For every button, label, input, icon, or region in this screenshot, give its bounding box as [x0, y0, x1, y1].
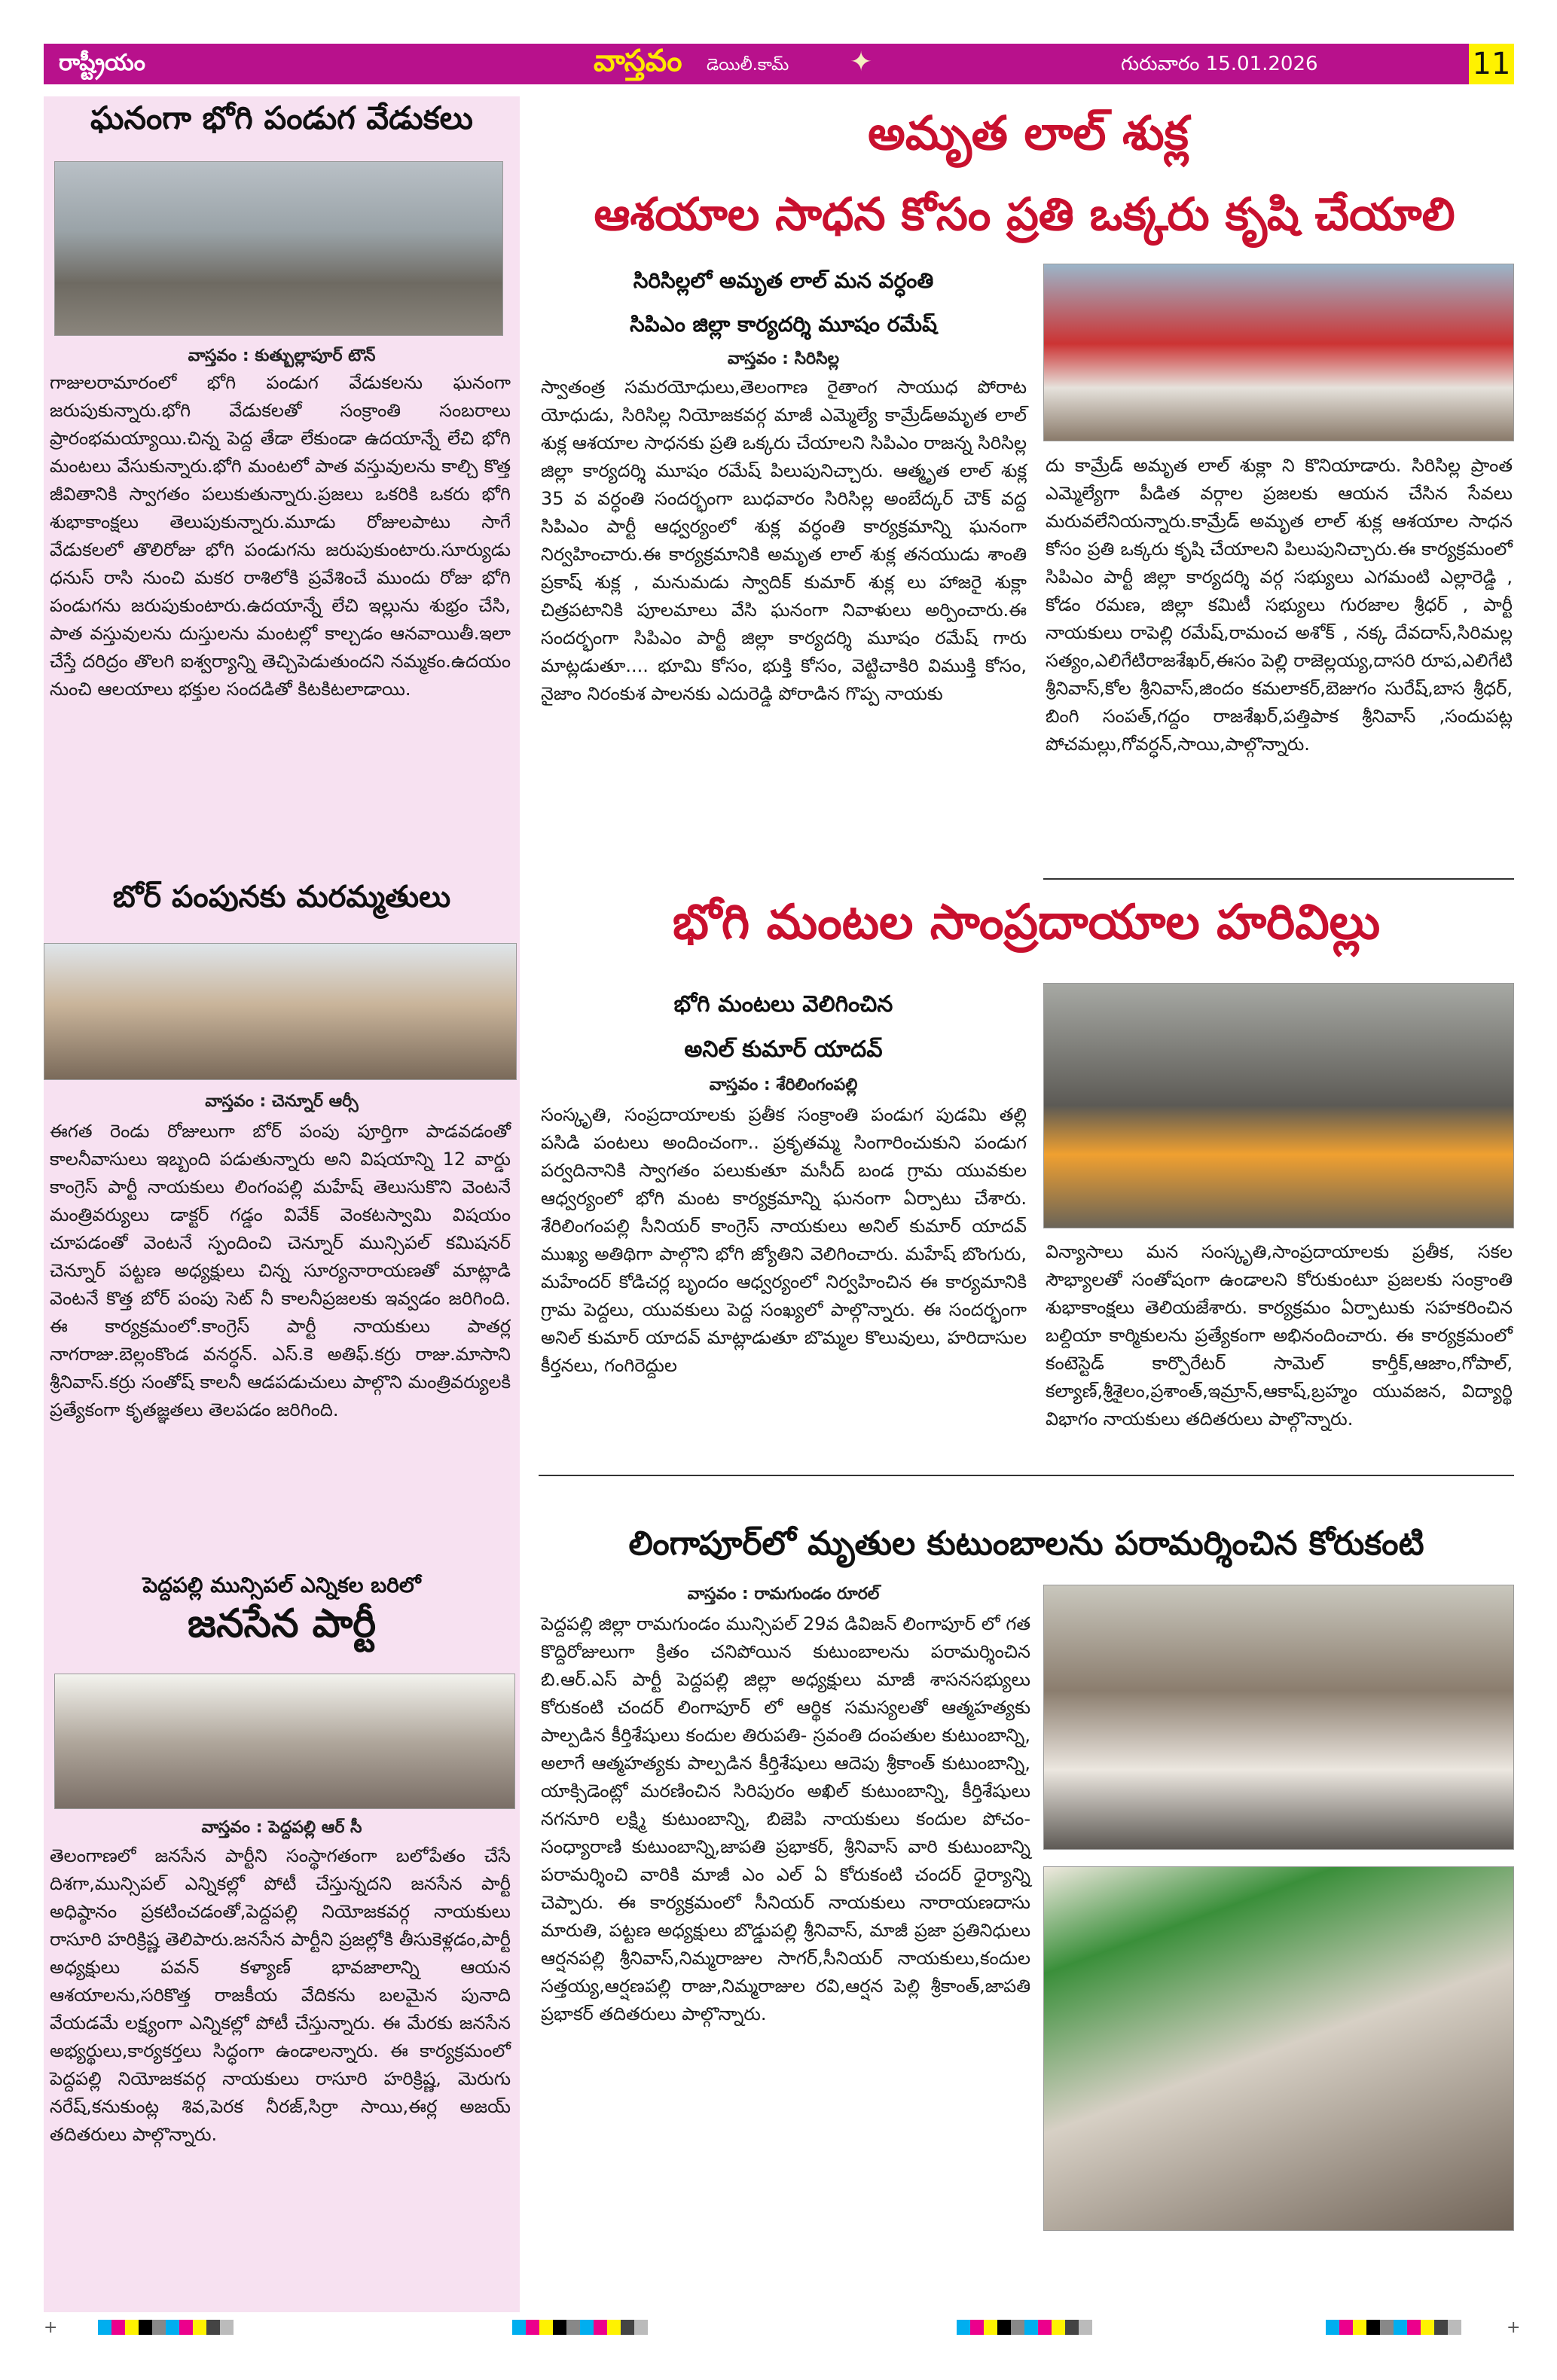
- subhead: సిపిఎం జిల్లా కార్యదర్శి మూషం రమేష్: [630, 312, 937, 337]
- photo-bhogi-bonfire: [1043, 983, 1514, 1228]
- article-body: పెద్దపల్లి జిల్లా రామగుండం మున్సిపల్ 29వ డివిజన్ లింగాపూర్ లో గత కొద్దిరోజులుగా క్రితం చనిపోయిన కుటుంబాలను పరామర్శించిన బి.ఆర్.ఎస్ పార్టీ పెద్దపల్లి జిల్లా అధ్యక్షులు మాజీ శాసనసభ్యులు కోరుకంటి చందర్ లింగాపూర్ లో ఆర్థిక సమస్యలతో ఆత్మహత్యకు పాల్పడిన కీర్తిశేషులు కందుల తిరుపతి- స్రవంతి దంపతుల కుటుంబాన్ని, అలాగే ఆత్మహత్యకు పాల్పడిన కీర్తిశేషులు ఆదెపు శ్రీకాంత్ కుటుంబాన్ని, యాక్సిడెంట్లో మరణించిన సిరిపురం అఖిల్ కుటుంబాన్ని, కీర్తిశేషులు నగనూరి లక్ష్మి కుటుంబాన్ని, బిజెపి నాయకులు కందుల పోచం- సంధ్యారాణి కుటుంబాన్ని,జాపతి ప్రభాకర్, శ్రీనివాస్ వారి కుటుంబాన్ని పరామర్శించి వారికి మాజీ ఎం ఎల్ ఏ కోరుకంటి చందర్ ధైర్యాన్ని చెప్పారు. ఈ కార్యక్రమంలో సీనియర్ నాయకులు నారాయణదాసు మారుతి, పట్టణ అధ్యక్షులు బొడ్డుపల్లి శ్రీనివాస్, మాజీ ప్రజా ప్రతినిధులు ఆర్షనపల్లి శ్రీనివాస్,నిమ్మరాజుల సాగర్,సీనియర్ నాయకులు,కందుల సత్తయ్య,ఆర్షణపల్లి రాజు,నిమ్మరాజుల రవి,ఆర్షన పెల్లి శ్రీకాంత్,జాపతి ప్రభాకర్ తదితరులు పాల్గొన్నారు.: [541, 1613, 1030, 2025]
- registration-mark-icon: +: [44, 2318, 58, 2337]
- photo-family-visit-1: [1043, 1585, 1514, 1850]
- photo-colony-residents: [44, 943, 517, 1080]
- article-body: దు కామ్రేడ్ అమృత లాల్ శుక్లా ని కొనియాడారు. సిరిసిల్ల ప్రాంత ఎమ్మెల్యేగా పీడిత వర్గాల ప్రజలకు ఆయన చేసిన సేవలు మరువలేనియన్నారు.కామ్రేడ్ అమృత లాల్ శుక్ల ఆశయాల సాధన కోసం ప్రతి ఒక్కరు కృషి చేయాలని పిలుపునిచ్చారు.ఈ కార్యక్రమంలో సిపిఎం పార్టీ జిల్లా కార్యదర్శి వర్గ సభ్యులు ఎగమంటి ఎల్లారెడ్డి , కోడం రమణ, జిల్లా కమిటీ సభ్యులు గురజాల శ్రీధర్ , పార్టీ నాయకులు రాపెల్లి రమేష్,రామంచ అశోక్ , నక్క దేవదాస్,సిరిమల్ల సత్యం,ఎలిగేటిరాజశేఖర్,ఈసం పెల్లి రాజెల్లయ్య,దాసరి రూప,ఎలిగేటి శ్రీనివాస్,కోల శ్రీనివాస్,జిందం కమలాకర్,బెజుగం సురేష్,బాస శ్రీధర్, బింగి సంపత్,గద్దం రాజశేఖర్,పత్తిపాక శ్రీనివాస్ ,సందుపట్ల పోచమల్లు,గోవర్ధన్,సాయి,పాల్గొన్నారు.: [1046, 455, 1513, 755]
- article-body: గాజులరామారంలో భోగి పండుగ వేడుకలను ఘనంగా జరుపుకున్నారు.భోగి వేడుకలతో సంక్రాంతి సంబరాలు ప్రారంభమయ్యాయి.చిన్న పెద్ద తేడా లేకుండా ఉదయాన్నే లేచి భోగి మంటలు వేసుకున్నారు.భోగి మంటలో పాత వస్తువులను కాల్చి కొత్త జీవితానికి స్వాగతం పలుకుతున్నారు.ప్రజలు ఒకరికి ఒకరు భోగి శుభాకాంక్షలు తెలుపుకున్నారు.మూడు రోజులపాటు సాగే వేడుకలలో తొలిరోజు భోగి పండుగను జరుపుకుంటారు.సూర్యుడు ధనుస్ రాసి నుంచి మకర రాశిలోకి ప్రవేశించే ముందు రోజు భోగి పండుగను జరుపుకుంటారు.ఉదయాన్నే లేచి ఇల్లును శుభ్రం చేసి, పాత వస్తువులను దుస్తులను మంటల్లో కాల్చడం ఆనవాయితీ.ఇలా చేస్తే దరిద్రం తొలగి ఐశ్వర్యాన్ని తెచ్చిపెడుతుందని నమ్మకం.ఉదయం నుంచి ఆలయాలు భక్తుల సందడితో కిటకిటలాడాయి.: [50, 372, 511, 700]
- byline: వాస్తవం : సిరిసిల్ల: [727, 349, 840, 368]
- headline-korukanti-visit: లింగాపూర్‌లో మృతుల కుటుంబాలను పరామర్శించిన కోరుకంటి: [628, 1524, 1424, 1563]
- page-header-bar: [44, 44, 1469, 84]
- bird-logo-icon: ✦: [850, 47, 873, 78]
- page-number: 11: [1469, 44, 1514, 84]
- byline: వాస్తవం : కుత్బుల్లాపూర్ టౌన్: [188, 346, 376, 365]
- masthead-logo: వాస్తవం: [594, 44, 682, 78]
- photo-bhogi-celebration: [54, 161, 503, 336]
- color-bar: [512, 2320, 648, 2335]
- divider: [1043, 878, 1514, 880]
- masthead-subtitle: డెయిలీ.కామ్: [707, 56, 789, 75]
- photo-family-visit-2: [1043, 1866, 1514, 2231]
- headline-bhogi-celebrations: ఘనంగా భోగి పండుగ వేడుకలు: [90, 99, 473, 136]
- color-bar: [957, 2320, 1092, 2335]
- byline: వాస్తవం : శేరిలింగంపల్లి: [709, 1076, 858, 1094]
- article-body: సంస్కృతి, సంప్రదాయాలకు ప్రతీక సంక్రాంతి పండుగ పుడమి తల్లి పసిడి పంటలు అందించంగా.. ప్రకృతమ్మ సింగారించుకుని పండుగ పర్వదినానికి స్వాగతం పలుకుతూ మసీద్ బండ గ్రామ యువకుల ఆధ్వర్యంలో భోగి మంట కార్యక్రమాన్ని ఘనంగా ఏర్పాటు చేశారు. శేరిలింగంపల్లి సీనియర్ కాంగ్రెస్ నాయకులు అనిల్ కుమార్ యాదవ్ ముఖ్య అతిథిగా పాల్గొని భోగి జ్యోతిని వెలిగించారు. మహేష్ బొంగురు, మహేందర్ కోడిచర్ల బృందం ఆధ్వర్యంలో నిర్వహించిన ఈ కార్యమానికి గ్రామ పెద్దలు, యువకులు పెద్ద సంఖ్యలో పాల్గొన్నారు. ఈ సందర్భంగా అనిల్ కుమార్ యాదవ్ మాట్లాడుతూ బొమ్మల కొలువులు, హరిదాసుల కీర్తనలు, గంగిరెద్దుల: [541, 1104, 1027, 1376]
- article-body: తెలంగాణలో జనసేన పార్టీని సంస్థాగతంగా బలోపేతం చేసే దిశగా,మున్సిపల్ ఎన్నికల్లో పోటీ చేస్తున్నదని జనసేన పార్టీ అధిష్ఠానం ప్రకటించడంతో,పెద్దపల్లి నియోజకవర్గ నాయకులు రాసూరి హరిక్రిష్ణ తెలిపారు.జనసేన పార్టీని ప్రజల్లోకి తీసుకెళ్లడం,పార్టీ అధ్యక్షులు పవన్ కళ్యాణ్ భావజాలాన్ని ఆయన ఆశయాలను,సరికొత్త రాజకీయ వేదికను బలమైన పునాది వేయడమే లక్ష్యంగా ఎన్నికల్లో పోటీ చేస్తున్నారు. ఈ మేరకు జనసేన అభ్యర్థులు,కార్యకర్తలు సిద్ధంగా ఉండాలన్నారు. ఈ కార్యక్రమంలో పెద్దపల్లి నియోజకవర్గ నాయకులు రాసూరి హరిక్రిష్ణ, మెరుగు నరేష్,కనుకుంట్ల శివ,పెరక నీరజ్,సిర్రా సాయి,ఈర్ల అజయ్ తదితరులు పాల్గొన్నారు.: [50, 1845, 511, 2145]
- article-body: విన్యాసాలు మన సంస్కృతి,సాంప్రదాయాలకు ప్రతీక, సకల సౌభ్యాలతో సంతోషంగా ఉండాలని కోరుకుంటూ ప్రజలకు సంక్రాంతి శుభాకాంక్షలు తెలియజేశారు. కార్యక్రమం ఏర్పాటుకు సహకరించిన బల్దియా కార్మికులను ప్రత్యేకంగా అభినందించారు. ఈ కార్యక్రమంలో కంటెస్టెడ్ కార్పొరేటర్ సామెల్ కార్తీక్,ఆజాం,గోపాల్, కల్యాణ్,శ్రీశైలం,ప్రశాంత్,ఇమ్రాన్,ఆకాష్,బ్రహ్మం యువజన, విద్యార్థి విభాగం నాయకులు తదితరులు పాల్గొన్నారు.: [1046, 1241, 1513, 1430]
- headline-bhogi-tradition: భోగి మంటల సాంప్రదాయాల హరివిల్లు: [672, 895, 1381, 950]
- headline-borewell-repair: బోర్ పంపునకు మరమ్మతులు: [112, 880, 451, 914]
- photo-janasena-leaders: [54, 1674, 515, 1809]
- section-label: రాష్ట్రీయం: [59, 50, 145, 76]
- color-bar: [98, 2320, 234, 2335]
- color-bar: [1326, 2320, 1461, 2335]
- article-body: స్వాతంత్ర సమరయోధులు,తెలంగాణ రైతాంగ సాయుధ పోరాట యోధుడు, సిరిసిల్ల నియోజకవర్గ మాజీ ఎమ్మెల్యే కామ్రేడ్అమృత లాల్ శుక్ల ఆశయాల సాధనకు ప్రతి ఒక్కరు చేయాలని సిపిఎం రాజన్న సిరిసిల్ల జిల్లా కార్యదర్శి మూషం రమేష్ పిలుపునిచ్చారు. ఆత్మృత లాల్ శుక్ల 35 వ వర్ధంతి సందర్భంగా బుధవారం సిరిసిల్ల అంబేద్కర్ చౌక్ వద్ద సిపిఎం పార్టీ ఆధ్వర్యంలో శుక్ల వర్ధంతి కార్యక్రమాన్ని ఘనంగా నిర్వహించారు.ఈ కార్యక్రమానికి అమృత లాల్ శుక్ల తనయుడు శాంతి ప్రకాష్ శుక్ల , మనుమడు స్వాదిక్ కుమార్ శుక్ల లు హాజరై శుక్లా చిత్రపటానికి పూలమాలు వేసి ఘనంగా నివాళులు అర్పించారు.ఈ సందర్భంగా సిపిఎం పార్టీ జిల్లా కార్యదర్శి మూషం రమేష్ గారు మాట్లడుతూ.... భూమి కోసం, భుక్తి కోసం, వెట్టిచాకిరి విముక్తి కోసం, నైజాం నిరంకుశ పాలనకు ఎదురెడ్డి పోరాడిన గొప్ప నాయకు: [541, 377, 1027, 704]
- headline-line2: ఆశయాల సాధన కోసం ప్రతి ఒక్కరు కృషి చేయాలి: [594, 188, 1455, 241]
- kicker: పెద్దపల్లి మున్సిపల్ ఎన్నికల బరిలో: [142, 1573, 421, 1597]
- headline-janasena-party: జనసేన పార్టీ: [187, 1601, 377, 1646]
- subhead: సిరిసిల్లలో అమృత లాల్ మన వర్ధంతి: [633, 268, 934, 293]
- photo-cpm-tribute: [1043, 264, 1514, 441]
- byline: వాస్తవం : రామగుండం రూరల్: [687, 1585, 880, 1603]
- byline: వాస్తవం : చెన్నూర్ ఆర్సీ: [205, 1092, 359, 1111]
- byline: వాస్తవం : పెద్దపల్లి ఆర్ సీ: [201, 1818, 362, 1837]
- subhead: భోగి మంటలు వెలిగించిన: [673, 991, 893, 1018]
- article-body: ఈగత రెండు రోజులుగా బోర్ పంపు పూర్తిగా పాడవడంతో కాలనీవాసులు ఇబ్బంది పడుతున్నారు అని విషయాన్ని 12 వార్డు కాంగ్రెస్ పార్టీ నాయకులు లింగంపల్లి మహేష్ తెలుసుకొని వెంటనే మంత్రివర్యులు డాక్టర్ గడ్డం వివేక్ వెంకటస్వామి విషయం చూపడంతో వెంటనే స్పందించి చెన్నూర్ మున్సిపల్ కమిషనర్ చెన్నూర్ పట్టణ అధ్యక్షులు చిన్న సూర్యనారాయణతో మాట్లాడి వెంటనే కొత్త బోర్ పంపు సెట్ నీ కాలనీప్రజలకు ఇవ్వడం జరిగింది. ఈ కార్యక్రమంలో.కాంగ్రెస్ పార్టీ నాయకులు పాతర్ల నాగరాజు.బెల్లంకొండ వనర్ధన్. ఎస్.కె అతిఫ్.కర్రు రాజు.మాసాని శ్రీనివాస్.కర్రు సంతోష్ కాలనీ ఆడపడుచులు పాల్గొని మంత్రివర్యులకి ప్రత్యేకంగా కృతజ్ఞతలు తెలపడం జరిగింది.: [50, 1121, 511, 1420]
- issue-date: గురువారం 15.01.2026: [1121, 53, 1318, 75]
- headline-line1: అమృత లాల్ శుక్ల: [868, 105, 1189, 160]
- subhead: అనిల్ కుమార్ యాదవ్: [684, 1036, 883, 1063]
- registration-mark-icon: +: [1507, 2318, 1521, 2337]
- divider: [539, 1475, 1514, 1476]
